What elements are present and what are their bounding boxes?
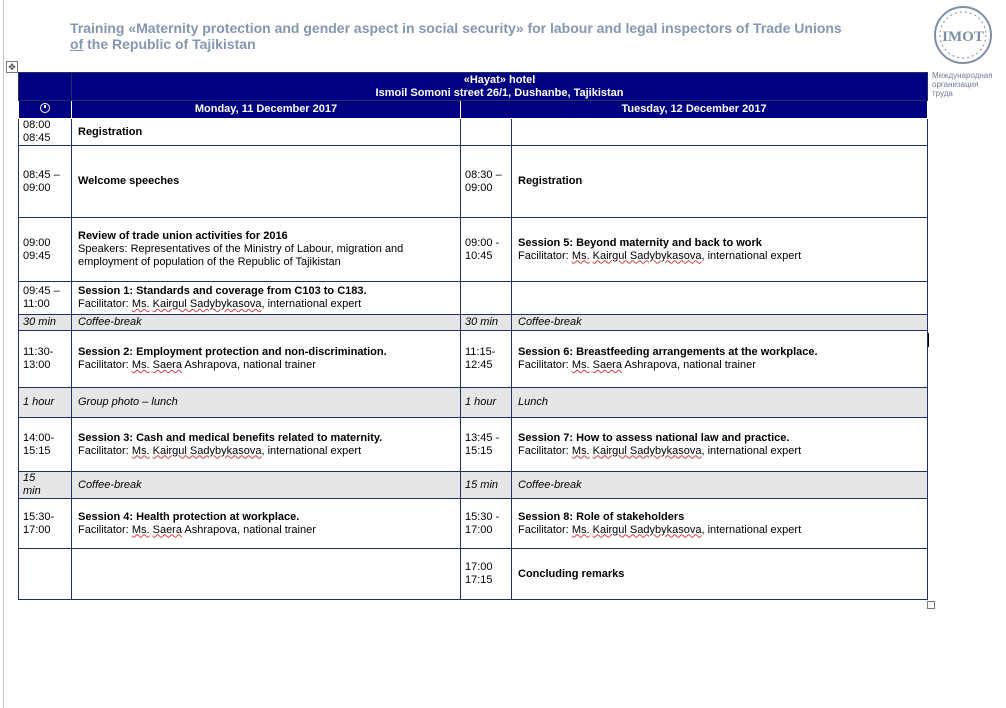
session-cell-day2 — [512, 119, 928, 146]
time-cell-day1: 14:00- 15:15 — [19, 418, 72, 472]
table-row — [19, 331, 928, 388]
table-row — [19, 218, 928, 282]
session-cell-day2: Session 5: Beyond maternity and back to work Facilitator: Ms. Kairgul Sadybykasova, international expert — [512, 218, 928, 282]
day-1-header: Monday, 11 December 2017 — [72, 101, 461, 119]
text-cursor — [928, 333, 929, 347]
session-cell-day2: Session 6: Breastfeeding arrangements at the workplace. Facilitator: Ms. Saera Ashrapova, national trainer — [512, 331, 928, 388]
day-2-header: Tuesday, 12 December 2017 — [461, 101, 928, 119]
session-cell-day1 — [72, 549, 461, 600]
break-label-day2: Lunch — [512, 388, 928, 418]
table-resize-handle-icon[interactable] — [927, 601, 935, 609]
time-cell-day2: 09:00 - 10:45 — [461, 218, 512, 282]
logo-caption-line-2: организация — [932, 80, 979, 89]
logo-caption-line-3: труда — [932, 89, 953, 98]
break-label-day1: Group photo – lunch — [72, 388, 461, 418]
time-cell-day1: 09:00 09:45 — [19, 218, 72, 282]
table-row — [19, 315, 928, 331]
table-row — [19, 549, 928, 600]
ilo-logo — [932, 4, 1002, 98]
break-duration-day1: 1 hour — [19, 388, 72, 418]
session-cell-day1: Session 1: Standards and coverage from C103 to C183. Facilitator: Ms. Kairgul Sadybykasova, international expert — [72, 282, 461, 315]
session-cell-day2: Session 7: How to assess national law and practice. Facilitator: Ms. Kairgul Sadybykasova, international expert — [512, 418, 928, 472]
session-cell-day1: Session 4: Health protection at workplace. Facilitator: Ms. Saera Ashrapova, national trainer — [72, 499, 461, 549]
break-label-day1: Coffee-break — [72, 315, 461, 331]
venue-cell — [72, 73, 928, 101]
session-cell-day2: Session 8: Role of stakeholders Facilitator: Ms. Kairgul Sadybykasova, international expert — [512, 499, 928, 549]
table-row — [19, 418, 928, 472]
table-row — [19, 282, 928, 315]
day-header-row — [19, 101, 928, 119]
ilo-emblem-icon — [932, 4, 994, 66]
break-label-day2: Coffee-break — [512, 472, 928, 499]
break-duration-day2: 1 hour — [461, 388, 512, 418]
title-underlined-word: of — [70, 36, 84, 52]
page-left-edge — [3, 0, 4, 708]
session-cell-day1: Registration — [72, 119, 461, 146]
logo-mark-text: IMOT — [942, 29, 984, 45]
time-cell-day1: 11:30- 13:00 — [19, 331, 72, 388]
break-duration-day1: 15 min — [19, 472, 72, 499]
logo-caption-line-1: Международная — [932, 71, 993, 80]
table-row — [19, 472, 928, 499]
time-cell-day1: 08:45 – 09:00 — [19, 146, 72, 218]
time-cell-day2: 08:30 – 09:00 — [461, 146, 512, 218]
session-cell-day2 — [512, 282, 928, 315]
venue-header-row — [19, 73, 928, 101]
session-cell-day1: Review of trade union activities for 2016 Speakers: Representatives of the Ministry of Labour, migration and employment of population of the Republic of Tajikistan — [72, 218, 461, 282]
table-row — [19, 119, 928, 146]
venue-name: «Hayat» hotel — [463, 73, 536, 86]
title-line-1: Training «Maternity protection and gender aspect in social security» for labour and legal inspectors of Trade Unions — [70, 20, 842, 36]
time-column-header — [19, 101, 72, 119]
time-cell-day1: 09:45 – 11:00 — [19, 282, 72, 315]
table-row — [19, 388, 928, 418]
title-line-2 — [70, 36, 870, 52]
table-row — [19, 499, 928, 549]
time-cell-day2 — [461, 282, 512, 315]
break-duration-day2: 30 min — [461, 315, 512, 331]
time-cell-day1: 08:00 08:45 — [19, 119, 72, 146]
table-move-handle-icon[interactable]: ✥ — [6, 61, 18, 73]
time-cell-day2: 11:15- 12:45 — [461, 331, 512, 388]
session-cell-day1: Session 3: Cash and medical benefits related to maternity. Facilitator: Ms. Kairgul Sadybykasova, international expert — [72, 418, 461, 472]
venue-address: Ismoil Somoni street 26/1, Dushanbe, Tajikistan — [375, 86, 624, 99]
break-duration-day2: 15 min — [461, 472, 512, 499]
agenda-table — [18, 72, 928, 600]
session-cell-day2: Concluding remarks — [512, 549, 928, 600]
time-cell-day1: 15:30- 17:00 — [19, 499, 72, 549]
time-cell-day2: 13:45 - 15:15 — [461, 418, 512, 472]
break-label-day2: Coffee-break — [512, 315, 928, 331]
time-cell-day2: 17:00 17:15 — [461, 549, 512, 600]
document-title — [70, 20, 870, 52]
title-line-2-rest: the Republic of Tajikistan — [83, 36, 256, 52]
break-label-day1: Coffee-break — [72, 472, 461, 499]
table-row — [19, 146, 928, 218]
time-cell-day2: 15:30 - 17:00 — [461, 499, 512, 549]
logo-caption — [932, 71, 1002, 98]
session-cell-day2: Registration — [512, 146, 928, 218]
session-cell-day1: Session 2: Employment protection and non-discrimination. Facilitator: Ms. Saera Ashrapova, national trainer — [72, 331, 461, 388]
time-cell-day2 — [461, 119, 512, 146]
session-cell-day1: Welcome speeches — [72, 146, 461, 218]
clock-icon — [40, 103, 50, 113]
break-duration-day1: 30 min — [19, 315, 72, 331]
time-cell-day1 — [19, 549, 72, 600]
